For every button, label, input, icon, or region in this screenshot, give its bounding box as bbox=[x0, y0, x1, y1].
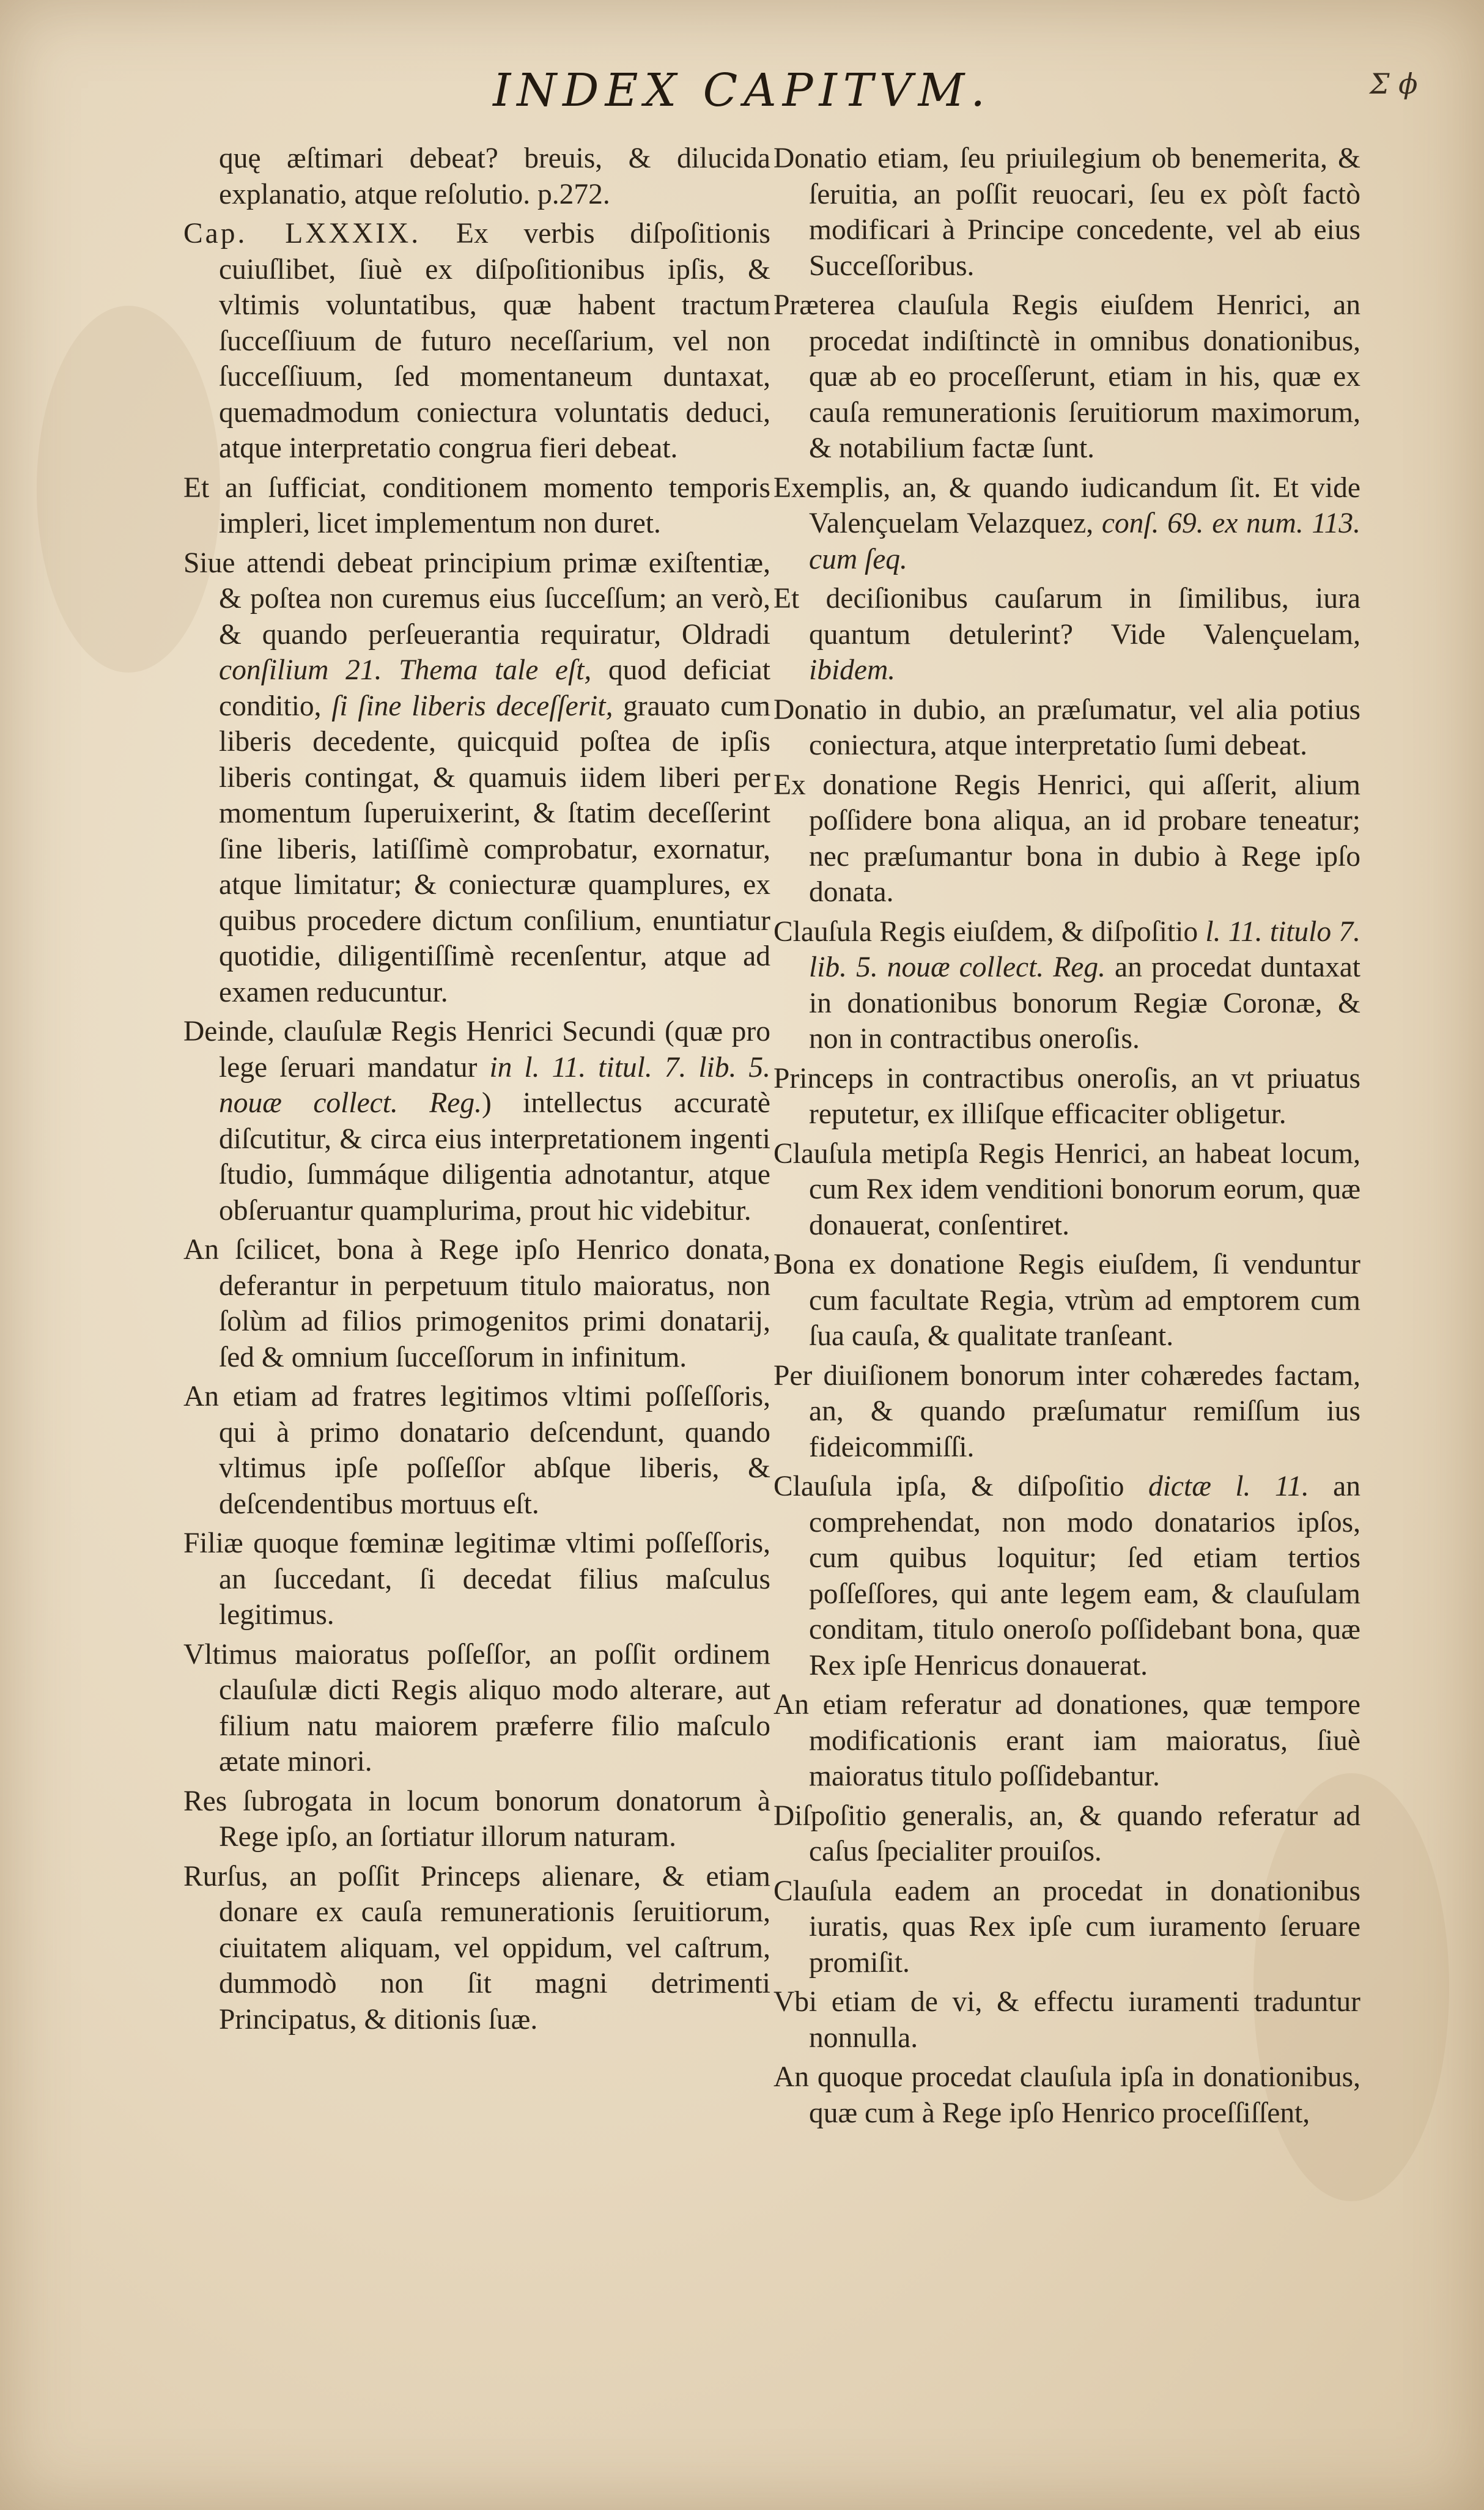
index-entry: Siue attendi debeat principium primæ exiſtentiæ, & poſtea non curemus eius ſucceſſum; an verò, & quando perſeuerantia requiratur, Oldradi conſilium 21. Thema tale eſt, quod deficiat conditio, ſi ſine liberis deceſſerit, grauato cum liberis decedente, quicquid poſtea de ipſis liberis contingat, & quamuis iidem liberi per momentum ſuperuixerint, & ſtatim deceſſerint ſine liberis, latiſſimè comprobatur, exornatur, atque limitatur; & coniecturæ quamplures, ex quibus procedere dictum conſilium, enuntiatur quotidie, diligentiſſimè recenſentur, atque ad examen reducuntur. bbox=[183, 547, 770, 1008]
index-entry: Clauſula ipſa, & diſpoſitio dictæ l. 11. an comprehendat, non modo donatarios ipſos, cum quibus loquitur; ſed etiam tertios poſſeſſores, qui ante legem eam, & clauſulam conditam, titulo oneroſo poſſidebant bona, quæ Rex ipſe Henricus donauerat. bbox=[773, 1471, 1360, 1681]
index-entry: Per diuiſionem bonorum inter cohæredes factam, an, & quando præſumatur remiſſum ius fideicommiſſi. bbox=[773, 1359, 1360, 1463]
chapter-heading: Cap. LXXXIX. bbox=[183, 218, 421, 249]
index-entry: Res ſubrogata in locum bonorum donatorum à Rege ipſo, an ſortiatur illorum naturam. bbox=[183, 1785, 770, 1853]
index-entry: An etiam ad fratres legitimos vltimi poſſeſſoris, qui à primo donatario deſcendunt, quando vltimus ipſe poſſeſſor abſque liberis, & deſcendentibus mortuus eſt. bbox=[183, 1381, 770, 1520]
folio-mark: Σ ϕ bbox=[1370, 67, 1418, 100]
index-entry: Donatio in dubio, an præſumatur, vel alia potius coniectura, atque interpretatio ſumi debeat. bbox=[773, 693, 1360, 761]
index-entry: An etiam referatur ad donationes, quæ tempore modificationis erant iam maioratus, ſiuè maioratus titulo poſſidebantur. bbox=[773, 1689, 1360, 1792]
index-entry: Donatio etiam, ſeu priuilegium ob benemerita, & ſeruitia, an poſſit reuocari, ſeu ex pòſt factò modificari à Principe concedente, vel ab eius Succeſſoribus. bbox=[773, 142, 1360, 282]
index-entry: Deinde, clauſulæ Regis Henrici Secundi (quæ pro lege ſeruari mandatur in l. 11. titul. 7. lib. 5. nouæ collect. Reg.) intellectus accuratè diſcutitur, & circa eius interpretationem ingenti ſtudio, ſummáque diligentia adnotantur, atque obſeruantur quamplurima, prout hic videbitur. bbox=[183, 1016, 770, 1227]
index-entry: Diſpoſitio generalis, an, & quando referatur ad caſus ſpecialiter prouiſos. bbox=[773, 1799, 1360, 1867]
index-entry: Clauſula Regis eiuſdem, & diſpoſitio l. 11. titulo 7. lib. 5. nouæ collect. Reg. an procedat duntaxat in donationibus bonorum Regiæ Coronæ, & non in contractibus oneroſis. bbox=[773, 915, 1360, 1055]
index-entry: Et deciſionibus cauſarum in ſimilibus, iura quantum detulerint? Vide Valençuelam, ibidem. bbox=[773, 583, 1360, 686]
index-entry: Vbi etiam de vi, & effectu iuramenti traduntur nonnulla. bbox=[773, 1986, 1360, 2054]
index-entry: Ex donatione Regis Henrici, qui aſſerit, alium poſſidere bona aliqua, an id probare teneatur; nec præſumantur bona in dubio à Rege ipſo donata. bbox=[773, 769, 1360, 908]
index-entry: Exemplis, an, & quando iudicandum ſit. Et vide Valençuelam Velazquez, conſ. 69. ex num. 113. cum ſeq. bbox=[773, 471, 1360, 575]
index-entry: Princeps in contractibus oneroſis, an vt priuatus reputetur, ex illiſque efficaciter obligetur. bbox=[773, 1062, 1360, 1130]
index-entry: Filiæ quoque fœminæ legitimæ vltimi poſſeſſoris, an ſuccedant, ſi decedat filius maſculus legitimus. bbox=[183, 1527, 770, 1631]
index-entry: Rurſus, an poſſit Princeps alienare, & etiam donare ex cauſa remunerationis ſeruitiorum, ciuitatem aliquam, vel oppidum, vel caſtrum, dummodò non ſit magni detrimenti Principatus, & ditionis ſuæ. bbox=[183, 1860, 770, 2036]
index-entry: quę æſtimari debeat? breuis, & dilucida explanatio, atque reſolutio. p.272. bbox=[219, 142, 770, 210]
index-entry: Vltimus maioratus poſſeſſor, an poſſit ordinem clauſulæ dicti Regis aliquo modo alterare, aut filium natu maiorem præferre filio maſculo ætate minori. bbox=[183, 1638, 770, 1777]
right-column bbox=[773, 141, 1360, 2135]
index-entry: Clauſula metipſa Regis Henrici, an habeat locum, cum Rex idem venditioni bonorum eorum, quæ donauerat, conſentiret. bbox=[773, 1137, 1360, 1241]
index-entry: Et an ſufficiat, conditionem momento temporis impleri, licet implementum non duret. bbox=[183, 471, 770, 539]
left-column bbox=[183, 141, 770, 2041]
running-head: INDEX CAPITVM. bbox=[493, 64, 991, 117]
index-entry-chapter: Cap. LXXXIX. Ex verbis diſpoſitionis cuiuſlibet, ſiuè ex diſpoſitionibus ipſis, & vltimis voluntatibus, quæ habent tractum ſucceſſiuum de futuro neceſſarium, vel non ſucceſſiuum, ſed momentaneum duntaxat, quemadmodum coniectura voluntatis deduci, atque interpretatio congrua fieri debeat. bbox=[183, 218, 771, 464]
index-entry: Clauſula eadem an procedat in donationibus iuratis, quas Rex ipſe cum iuramento ſeruare promiſit. bbox=[773, 1875, 1360, 1979]
index-entry: Bona ex donatione Regis eiuſdem, ſi venduntur cum facultate Regia, vtrùm ad emptorem cum ſua cauſa, & qualitate tranſeant. bbox=[773, 1249, 1360, 1352]
index-entry: Præterea clauſula Regis eiuſdem Henrici, an procedat indiſtinctè in omnibus donationibus, quæ ab eo proceſſerunt, etiam in his, quæ ex cauſa remunerationis ſeruitiorum maximorum, & notabilium factæ ſunt. bbox=[773, 289, 1360, 464]
index-entry: An ſcilicet, bona à Rege ipſo Henrico donata, deferantur in perpetuum titulo maioratus, non ſolùm ad filios primogenitos primi donatarij, ſed & omnium ſucceſſorum in infinitum. bbox=[183, 1234, 770, 1373]
index-entry: An quoque procedat clauſula ipſa in donationibus, quæ cum à Rege ipſo Henrico proceſſiſſent, bbox=[773, 2061, 1360, 2129]
